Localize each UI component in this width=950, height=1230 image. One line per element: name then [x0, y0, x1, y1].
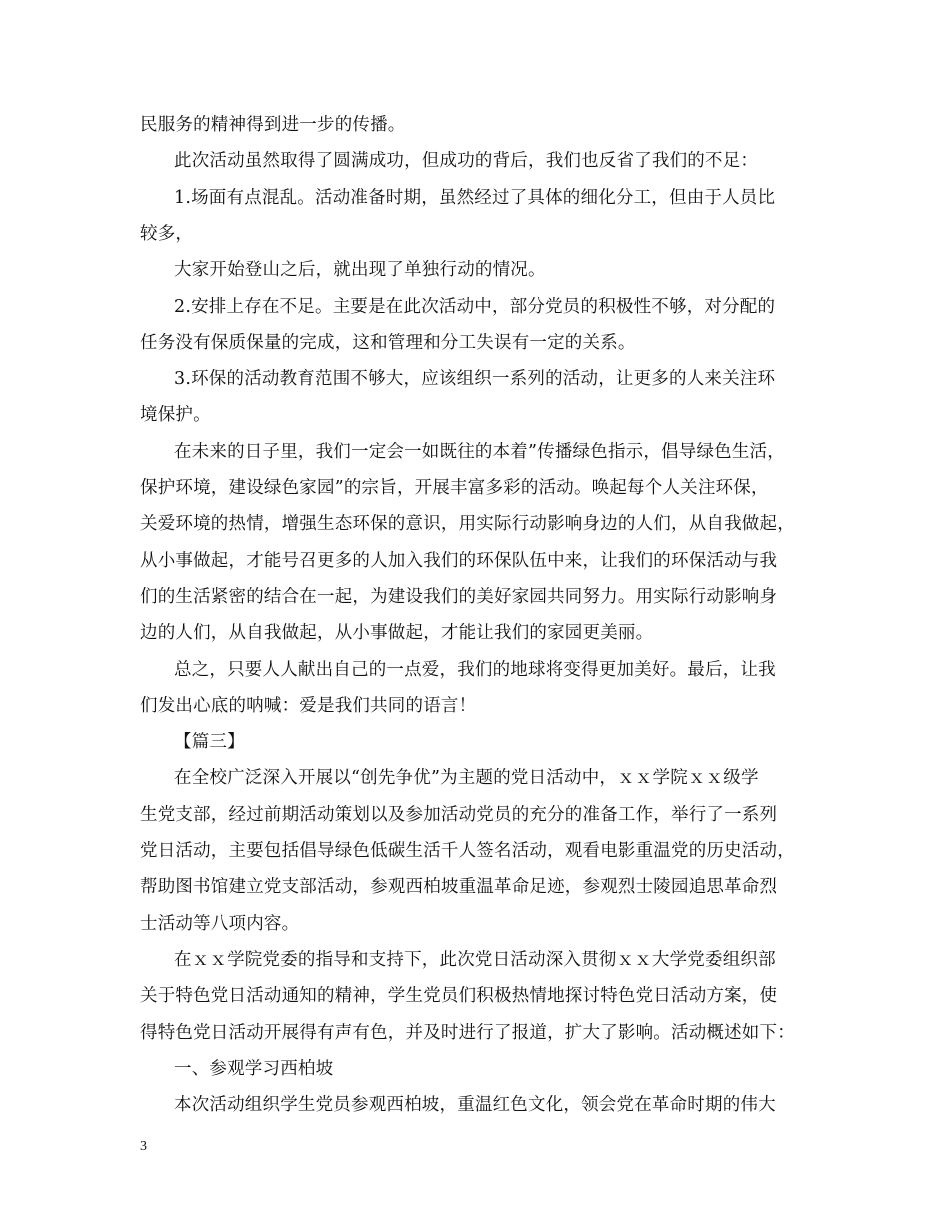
text-line: 【篇三】 — [174, 732, 245, 753]
text-line: 总之，只要人人献出自己的一点爱，我们的地球将变得更加美好。最后，让我 — [174, 659, 776, 680]
text-line: 在未来的日子里，我们一定会一如既往的本着”传播绿色指示，倡导绿色生活， — [174, 441, 785, 462]
text-line: 党日活动，主要包括倡导绿色低碳生活千人签名活动，观看电影重温党的历史活动， — [140, 841, 795, 861]
text-line: 本次活动组织学生党员参观西柏坡，重温红色文化，领会党在革命时期的伟大 — [174, 1095, 776, 1116]
text-line: 们发出心底的呐喊：爱是我们共同的语言！ — [140, 695, 477, 716]
text-line: 边的人们，从自我做起，从小事做起，才能让我们的家园更美丽。 — [140, 623, 654, 644]
text-line: 任务没有保质保量的完成，这和管理和分工失误有一定的关系。 — [140, 332, 636, 353]
text-line: 关爱环境的热情，增强生态环保的意识，用实际行动影响身边的人们，从自我做起， — [140, 514, 795, 535]
text-line: 帮助图书馆建立党支部活动，参观西柏坡重温革命足迹，参观烈士陵园追思革命烈 — [140, 877, 778, 898]
page-number: 3 — [140, 1139, 147, 1154]
text-line: 保护环境，建设绿色家园”的宗旨，开展丰富多彩的活动。唤起每个人关注环保， — [140, 478, 769, 498]
text-line: 1.场面有点混乱。活动准备时期，虽然经过了具体的细化分工，但由于人员比 — [174, 187, 776, 208]
text-line: 生党支部，经过前期活动策划以及参加活动党员的充分的准备工作，举行了一系列 — [140, 804, 778, 825]
text-line: 3.环保的活动教育范围不够大，应该组织一系列的活动，让更多的人来关注环 — [174, 369, 776, 390]
text-line: 关于特色党日活动通知的精神，学生党员们积极热情地探讨特色党日活动方案，使 — [140, 986, 778, 1007]
text-line: 此次活动虽然取得了圆满成功，但成功的背后，我们也反省了我们的不足： — [174, 151, 759, 172]
text-line: 一、参观学习西柏坡 — [174, 1058, 334, 1079]
text-line: 较多， — [140, 223, 194, 244]
text-line: 境保护。 — [140, 405, 211, 426]
text-line: 士活动等八项内容。 — [140, 913, 300, 934]
text-line: 大家开始登山之后，就出现了单独行动的情况。 — [174, 260, 546, 281]
text-line: 民服务的精神得到进一步的传播。 — [140, 115, 406, 135]
text-line: 在全校广泛深入开展以“创先争优”为主题的党日活动中，ｘｘ学院ｘｘ级学 — [174, 768, 759, 789]
text-line: 2.安排上存在不足。主要是在此次活动中，部分党员的积极性不够，对分配的 — [174, 296, 776, 317]
text-line: 得特色党日活动开展得有声有色，并及时进行了报道，扩大了影响。活动概述如下： — [140, 1022, 795, 1043]
text-line: 们的生活紧密的结合在一起，为建设我们的美好家园共同努力。用实际行动影响身 — [140, 586, 778, 607]
text-line: 在ｘｘ学院党委的指导和支持下，此次党日活动深入贯彻ｘｘ大学党委组织部 — [174, 949, 776, 970]
text-line: 从小事做起，才能号召更多的人加入我们的环保队伍中来，让我们的环保活动与我 — [140, 550, 778, 571]
